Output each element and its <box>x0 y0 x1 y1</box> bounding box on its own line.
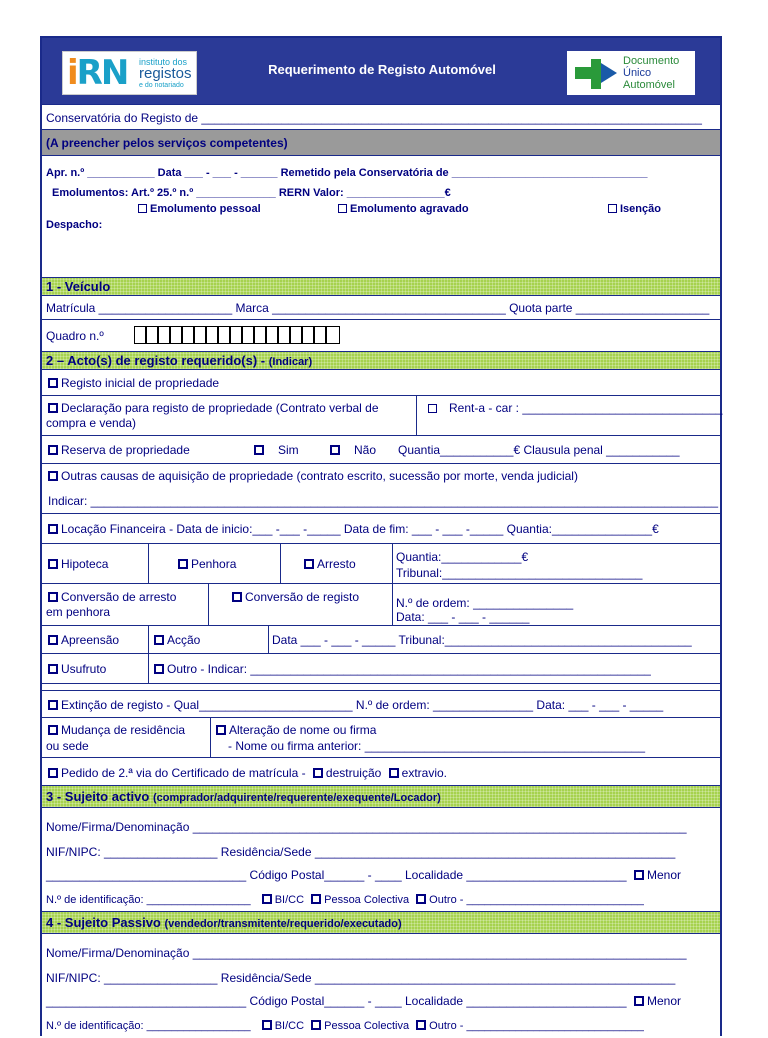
passivo-ident-field[interactable]: N.º de identificação: _________________ <box>46 1020 251 1032</box>
rent-a-car-label: Rent-a - car : ______________________________ <box>449 401 723 415</box>
activo-title <box>46 790 441 805</box>
documento-unico-logo <box>567 51 695 95</box>
passivo-title-text: 4 - Sujeito Passivo <box>46 915 161 930</box>
isencao-option[interactable] <box>608 202 661 216</box>
logo-line1: instituto dos <box>139 57 188 67</box>
conversao-row <box>42 584 720 626</box>
activo-ident-group <box>46 893 644 907</box>
penhora-label: Penhora <box>191 557 237 571</box>
actos-section-header <box>42 352 720 370</box>
checkbox-icon[interactable] <box>428 404 437 413</box>
activo-colectiva-label: Pessoa Colectiva <box>324 894 410 906</box>
conversao-registo-option[interactable] <box>232 590 359 604</box>
servicos-band <box>42 130 720 156</box>
passivo-title-hint: (vendedor/transmitente/requerido/executado) <box>164 918 402 930</box>
checkbox-icon[interactable] <box>304 559 314 569</box>
hipoteca-row <box>42 544 720 584</box>
divider <box>392 584 393 626</box>
nao-label: Não <box>354 443 377 457</box>
checkbox-icon[interactable] <box>311 1020 321 1030</box>
usufruto-option[interactable] <box>48 662 106 676</box>
arresto-label: Arresto <box>317 557 356 571</box>
locacao-option[interactable] <box>48 522 659 536</box>
quadro-cell[interactable] <box>267 327 279 343</box>
divider <box>268 626 269 654</box>
quadro-cell[interactable] <box>195 327 207 343</box>
logo-mark-i: i <box>67 53 77 93</box>
conversao-arresto-label-2: em penhora <box>46 605 111 619</box>
checkbox-icon[interactable] <box>254 445 264 455</box>
checkbox-icon[interactable] <box>48 445 58 455</box>
divider <box>148 626 149 654</box>
veiculo-section-header <box>42 278 720 296</box>
registo-inicial-option[interactable] <box>48 376 219 390</box>
page-title: Requerimento de Registo Automóvel <box>268 62 496 77</box>
checkbox-icon[interactable] <box>48 664 58 674</box>
form-header <box>42 38 720 104</box>
dua-line1: Documento <box>623 55 680 67</box>
hipoteca-option[interactable] <box>48 557 108 571</box>
checkbox-icon[interactable] <box>154 635 164 645</box>
checkbox-icon[interactable] <box>232 592 242 602</box>
quadro-cell[interactable] <box>243 327 255 343</box>
reserva-label: Reserva de propriedade <box>61 443 190 457</box>
destruicao-label: destruição <box>325 766 382 780</box>
extincao-option[interactable] <box>48 698 663 712</box>
actos-title-text: 2 – Acto(s) de registo requerido(s) - <box>46 353 266 368</box>
passivo-menor-label: Menor <box>647 994 682 1008</box>
quadro-cell[interactable] <box>183 327 195 343</box>
servicos-line2[interactable]: Emolumentos: Art.º 25.º n.º _____________ RERN Valor: ________________€ <box>52 187 451 199</box>
reserva-option[interactable] <box>48 443 190 457</box>
servicos-box <box>42 156 720 278</box>
extincao-label: Extinção de registo - Qual_______________________ N.º de ordem: _______________ Data: ___ - ___ - _____ <box>61 698 664 712</box>
activo-box <box>42 808 720 912</box>
data-tribunal-field[interactable]: Data ___ - ___ - _____ Tribunal:_____________________________________ <box>272 633 692 647</box>
outro-indicar-label: Outro - Indicar: ____________________________________________________________ <box>167 662 651 676</box>
checkbox-icon[interactable] <box>330 445 340 455</box>
divider <box>210 718 211 758</box>
divider <box>416 396 417 436</box>
conservatoria-field[interactable]: Conservatória do Registo de ___________________________________________________________________________ <box>46 111 702 125</box>
matricula-marca-field[interactable]: Matrícula ____________________ Marca ___________________________________ Quota parte ____________________ <box>46 301 710 315</box>
passivo-nome-field[interactable]: Nome/Firma/Denominação __________________________________________________________________________ <box>46 946 687 960</box>
apreensao-label: Apreensão <box>61 633 120 647</box>
quadro-cell[interactable] <box>279 327 291 343</box>
ordem-data-field[interactable]: Data: ___ - ___ - ______ <box>396 610 530 624</box>
quadro-cell[interactable] <box>159 327 171 343</box>
quadro-cell[interactable] <box>303 327 315 343</box>
alteracao-label: Alteração de nome ou firma <box>229 723 377 737</box>
activo-bicc-label: BI/CC <box>274 894 305 906</box>
servicos-line1[interactable]: Apr. n.º ___________ Data ___ - ___ - ______ Remetido pela Conservatória de ________________________________ <box>46 167 648 179</box>
apreensao-option[interactable] <box>48 633 119 647</box>
mudanca-label-2: ou sede <box>46 739 89 753</box>
checkbox-icon[interactable] <box>154 664 164 674</box>
veiculo-title: 1 - Veículo <box>46 279 111 294</box>
logo-line2: registos <box>139 65 192 82</box>
registo-inicial-label: Registo inicial de propriedade <box>61 376 220 390</box>
penhora-option[interactable] <box>178 557 236 571</box>
activo-nome-field[interactable]: Nome/Firma/Denominação __________________________________________________________________________ <box>46 820 687 834</box>
dua-line3: Automóvel <box>623 79 675 91</box>
usufruto-label: Usufruto <box>61 662 107 676</box>
extravio-label: extravio. <box>401 766 447 780</box>
indicar-field[interactable]: Indicar: ______________________________________________________________________________________________ <box>48 494 719 508</box>
outras-causas-label: Outras causas de aquisição de propriedade (contrato escrito, sucessão por morte, venda judicial) <box>61 469 578 483</box>
passivo-nif-field[interactable]: NIF/NIPC: _________________ Residência/Sede ______________________________________________________ <box>46 971 676 985</box>
divider <box>148 544 149 584</box>
conversao-arresto-option[interactable] <box>48 590 176 604</box>
apreensao-row <box>42 626 720 654</box>
checkbox-icon[interactable] <box>262 894 272 904</box>
checkbox-icon[interactable] <box>48 768 58 778</box>
checkbox-icon[interactable] <box>313 768 323 778</box>
quadro-row <box>42 320 720 352</box>
veiculo-row1 <box>42 296 720 320</box>
declaracao-label-2: compra e venda) <box>46 416 137 430</box>
checkbox-icon[interactable] <box>48 559 58 569</box>
passivo-box <box>42 934 720 1038</box>
quadro-cell[interactable] <box>219 327 231 343</box>
hipoteca-label: Hipoteca <box>61 557 109 571</box>
declaracao-row <box>42 396 723 436</box>
activo-ident-field[interactable]: N.º de identificação: _________________ <box>46 894 251 906</box>
form-page <box>40 36 722 1036</box>
passivo-postal-field[interactable]: ______________________________ Código Postal______ - ____ Localidade ________________________ <box>46 994 627 1008</box>
rent-a-car-option[interactable] <box>428 401 723 415</box>
passivo-section-header <box>42 912 720 934</box>
conversao-registo-label: Conversão de registo <box>245 590 360 604</box>
emolumento-agravado-label: Emolumento agravado <box>350 203 469 215</box>
tribunal-field[interactable]: Tribunal:______________________________ <box>396 566 643 580</box>
emolumento-agravado-option[interactable] <box>338 202 469 216</box>
quantia-field[interactable]: Quantia:____________€ <box>396 550 529 564</box>
divider <box>208 584 209 626</box>
nao-option[interactable] <box>330 443 376 457</box>
checkbox-icon[interactable] <box>262 1020 272 1030</box>
activo-postal-field[interactable]: ______________________________ Código Postal______ - ____ Localidade ________________________ <box>46 868 627 882</box>
checkbox-icon[interactable] <box>48 378 58 388</box>
quadro-cell[interactable] <box>207 327 219 343</box>
checkbox-icon[interactable] <box>311 894 321 904</box>
quadro-cell[interactable] <box>231 327 243 343</box>
checkbox-icon[interactable] <box>178 559 188 569</box>
logo-line3: e do notariado <box>139 82 184 89</box>
checkbox-icon[interactable] <box>389 768 399 778</box>
dua-logo-icon <box>575 59 617 89</box>
logo-mark-rn: RN <box>76 53 128 93</box>
mudanca-label: Mudança de residência <box>61 723 186 737</box>
registo-inicial-row <box>42 370 720 396</box>
actos-title-hint: (Indicar) <box>268 356 313 368</box>
checkbox-icon[interactable] <box>416 1020 426 1030</box>
quadro-cell[interactable] <box>171 327 183 343</box>
actos-title <box>46 354 312 369</box>
checkbox-icon[interactable] <box>338 204 347 213</box>
pedido-label-group <box>48 766 447 780</box>
irn-logo <box>62 51 197 95</box>
accao-label: Acção <box>167 633 201 647</box>
passivo-title <box>46 916 402 931</box>
servicos-title: (A preencher pelos serviços competentes) <box>46 136 288 150</box>
locacao-label: Locação Financeira - Data de inicio:___ -___ -_____ Data de fim: ___ - ___ -_____ Quantia:_______________€ <box>61 522 659 536</box>
passivo-bicc-label: BI/CC <box>274 1020 305 1032</box>
mudanca-row <box>42 718 720 758</box>
activo-menor-option[interactable] <box>634 868 681 882</box>
divider <box>148 654 149 684</box>
extincao-row <box>42 690 720 718</box>
checkbox-icon[interactable] <box>608 204 617 213</box>
alteracao-option[interactable] <box>216 723 376 737</box>
quadro-cell[interactable] <box>147 327 159 343</box>
quadro-cell[interactable] <box>327 327 339 343</box>
checkbox-icon[interactable] <box>48 471 58 481</box>
checkbox-icon[interactable] <box>48 524 58 534</box>
quadro-cell[interactable] <box>315 327 327 343</box>
conservatoria-row <box>42 104 720 130</box>
activo-section-header <box>42 786 720 808</box>
reserva-row <box>42 436 720 464</box>
activo-nif-field[interactable]: NIF/NIPC: _________________ Residência/Sede ______________________________________________________ <box>46 845 676 859</box>
checkbox-icon[interactable] <box>48 725 58 735</box>
pedido-row <box>42 758 720 786</box>
outras-causas-row <box>42 464 720 514</box>
emolumento-pessoal-label: Emolumento pessoal <box>150 203 261 215</box>
mudanca-option[interactable] <box>48 723 185 737</box>
passivo-outro-field[interactable]: Outro - _____________________________ <box>429 1020 644 1032</box>
nome-anterior-field[interactable]: - Nome ou firma anterior: __________________________________________ <box>228 739 646 753</box>
checkbox-icon[interactable] <box>48 635 58 645</box>
checkbox-icon[interactable] <box>634 870 644 880</box>
quadro-number-grid[interactable] <box>134 326 340 344</box>
conversao-arresto-label: Conversão de arresto <box>61 590 177 604</box>
checkbox-icon[interactable] <box>216 725 226 735</box>
checkbox-icon[interactable] <box>138 204 147 213</box>
passivo-colectiva-label: Pessoa Colectiva <box>324 1020 410 1032</box>
outro-indicar-option[interactable] <box>154 662 651 676</box>
quadro-label: Quadro n.º <box>46 329 104 343</box>
activo-title-text: 3 - Sujeito activo <box>46 789 150 804</box>
activo-outro-field[interactable]: Outro - _____________________________ <box>429 894 644 906</box>
sim-option[interactable] <box>254 443 299 457</box>
ordem-field[interactable]: N.º de ordem: _______________ <box>396 596 574 610</box>
quadro-cell[interactable] <box>135 327 147 343</box>
declaracao-option[interactable] <box>48 401 379 415</box>
quadro-cell[interactable] <box>255 327 267 343</box>
dua-line2: Único <box>623 67 652 79</box>
quadro-cell[interactable] <box>291 327 303 343</box>
checkbox-icon[interactable] <box>48 700 58 710</box>
checkbox-icon[interactable] <box>48 592 58 602</box>
locacao-row <box>42 514 720 544</box>
activo-menor-label: Menor <box>647 868 682 882</box>
passivo-menor-option[interactable] <box>634 994 681 1008</box>
sim-label: Sim <box>278 443 299 457</box>
divider <box>392 544 393 584</box>
isencao-label: Isenção <box>620 203 661 215</box>
declaracao-label: Declaração para registo de propriedade (Contrato verbal de <box>61 401 379 415</box>
passivo-ident-group <box>46 1019 644 1033</box>
accao-option[interactable] <box>154 633 200 647</box>
checkbox-icon[interactable] <box>634 996 644 1006</box>
emolumento-pessoal-option[interactable] <box>138 202 261 216</box>
usufruto-row <box>42 654 720 684</box>
despacho-label: Despacho: <box>46 219 103 231</box>
outras-causas-option[interactable] <box>48 469 578 483</box>
checkbox-icon[interactable] <box>48 403 58 413</box>
pedido-label: Pedido de 2.ª via do Certificado de matrícula - <box>61 766 306 780</box>
activo-title-hint: (comprador/adquirente/requerente/exequente/Locador) <box>152 792 441 804</box>
arresto-option[interactable] <box>304 557 356 571</box>
checkbox-icon[interactable] <box>416 894 426 904</box>
quantia-clausula-field[interactable]: Quantia___________€ Clausula penal ___________ <box>398 443 680 457</box>
divider <box>280 544 281 584</box>
